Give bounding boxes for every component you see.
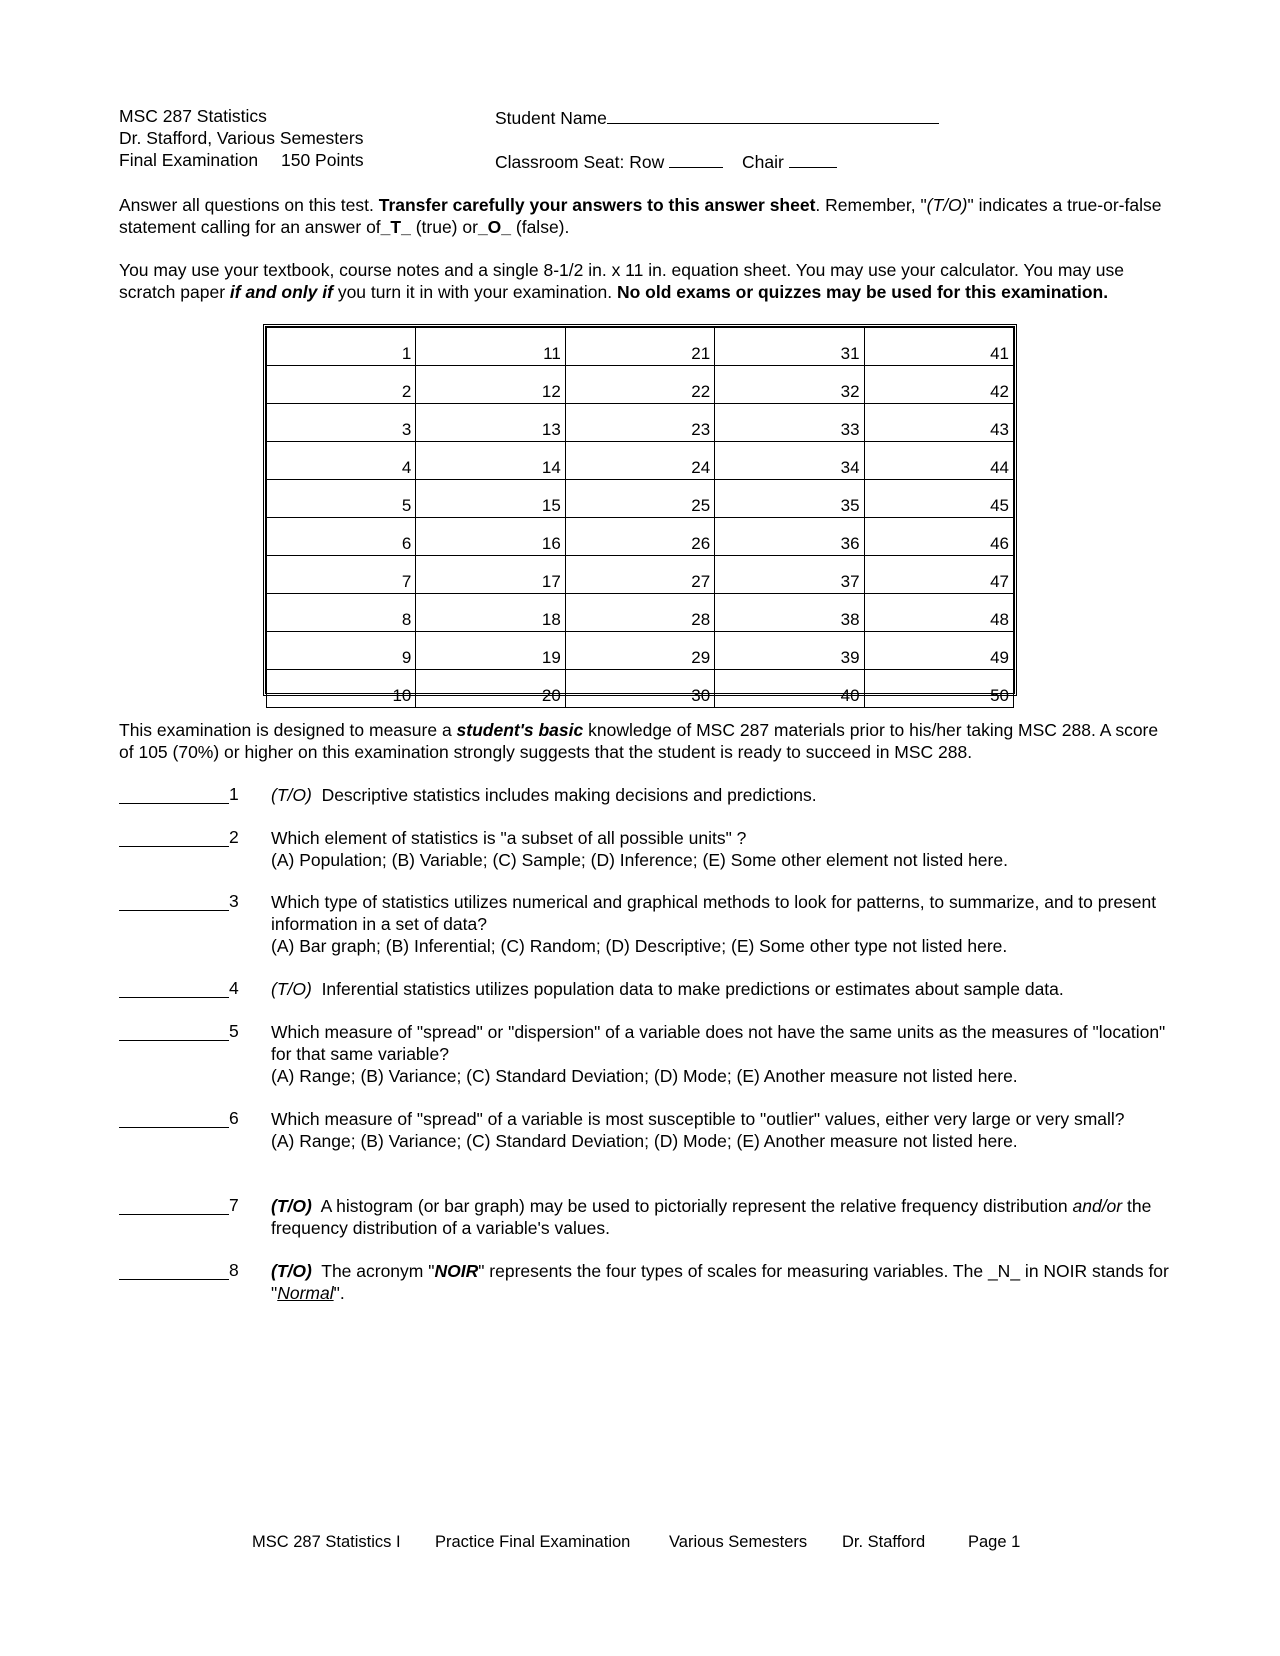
question-stem-a: A histogram (or bar graph) may be used to pictorially represent the relative frequency distribution xyxy=(320,1196,1073,1216)
question-stem-c: in NOIR stands for " xyxy=(271,1261,1169,1303)
exam-points: 150 Points xyxy=(280,150,364,170)
answer-blank[interactable] xyxy=(119,784,229,804)
instr-1b: Transfer carefully your answers to this answer sheet xyxy=(378,195,816,215)
answer-cell-34[interactable]: 34 xyxy=(715,442,864,480)
question-text xyxy=(271,827,1176,871)
instructions-paragraph-2 xyxy=(119,259,1169,303)
question-number: 8 xyxy=(229,1260,239,1280)
answer-cell-1[interactable]: 1 xyxy=(267,328,416,366)
answer-cell-40[interactable]: 40 xyxy=(715,670,864,708)
answer-blank[interactable] xyxy=(119,978,229,998)
answer-cell-7[interactable]: 7 xyxy=(267,556,416,594)
answer-cell-43[interactable]: 43 xyxy=(864,404,1013,442)
instr-2a: You may use your textbook, course notes and a single 8-1/2 in. x 11 in. equation sheet. You may use your calculator. You may use scratch paper xyxy=(119,260,1124,302)
answer-cell-32[interactable]: 32 xyxy=(715,366,864,404)
answer-cell-31[interactable]: 31 xyxy=(715,328,864,366)
question-number: 4 xyxy=(229,978,239,998)
student-name-label: Student Name xyxy=(495,108,607,128)
answer-cell-35[interactable]: 35 xyxy=(715,480,864,518)
question-stem: Which measure of "spread" or "dispersion" of a variable does not have the same units as the measures of "location" for that same variable? xyxy=(271,1022,1166,1064)
answer-blank[interactable] xyxy=(119,891,229,911)
exam-title: Final Examination xyxy=(119,150,259,170)
answer-cell-45[interactable]: 45 xyxy=(864,480,1013,518)
answer-cell-25[interactable]: 25 xyxy=(565,480,714,518)
answer-cell-15[interactable]: 15 xyxy=(416,480,565,518)
answer-cell-2[interactable]: 2 xyxy=(267,366,416,404)
question-number: 1 xyxy=(229,784,239,804)
exam-line xyxy=(119,150,364,171)
answer-cell-3[interactable]: 3 xyxy=(267,404,416,442)
answer-cell-23[interactable]: 23 xyxy=(565,404,714,442)
question-stem-b: and/or xyxy=(1072,1196,1123,1216)
answer-grid-row xyxy=(267,480,1014,518)
answer-cell-13[interactable]: 13 xyxy=(416,404,565,442)
intro-paragraph xyxy=(119,719,1169,763)
answer-cell-37[interactable]: 37 xyxy=(715,556,864,594)
answer-blank[interactable] xyxy=(119,1260,229,1280)
answer-sheet-grid xyxy=(263,324,1017,705)
answer-grid-row xyxy=(267,632,1014,670)
question-options: (A) Bar graph; (B) Inferential; (C) Random; (D) Descriptive; (E) Some other type not listed here. xyxy=(271,936,1008,956)
footer-title: Practice Final Examination xyxy=(435,1533,631,1551)
question-text xyxy=(271,978,1176,1000)
answer-cell-6[interactable]: 6 xyxy=(267,518,416,556)
question-number: 5 xyxy=(229,1021,239,1041)
course-title: MSC 287 Statistics xyxy=(119,106,267,126)
footer-semesters: Various Semesters xyxy=(669,1533,808,1551)
question-number: 6 xyxy=(229,1108,239,1128)
question-text xyxy=(271,784,1176,806)
instr-1c: . Remember, " xyxy=(815,195,927,215)
noir-n-marker: _N_ xyxy=(987,1261,1021,1281)
question-stem: Descriptive statistics includes making decisions and predictions. xyxy=(321,785,817,805)
instr-2d: No old exams or quizzes may be used for this examination. xyxy=(616,282,1109,302)
answer-cell-8[interactable]: 8 xyxy=(267,594,416,632)
answer-cell-9[interactable]: 9 xyxy=(267,632,416,670)
question-stem-c: the frequency distribution of a variable's values. xyxy=(271,1196,1152,1238)
answer-cell-44[interactable]: 44 xyxy=(864,442,1013,480)
answer-cell-10[interactable]: 10 xyxy=(267,670,416,708)
question-stem: Inferential statistics utilizes population data to make predictions or estimates about sample data. xyxy=(321,979,1064,999)
question-stem-d: ". xyxy=(333,1283,345,1303)
instructions-paragraph-1 xyxy=(119,194,1169,238)
answer-cell-11[interactable]: 11 xyxy=(416,328,565,366)
question-number: 7 xyxy=(229,1195,239,1215)
answer-blank[interactable] xyxy=(119,1021,229,1041)
answer-cell-38[interactable]: 38 xyxy=(715,594,864,632)
question-number: 3 xyxy=(229,891,239,911)
instructor-line: Dr. Stafford, Various Semesters xyxy=(119,128,364,148)
question-stem: Which element of statistics is "a subset of all possible units" ? xyxy=(271,828,747,848)
answer-grid-row xyxy=(267,442,1014,480)
instr-2c: you turn it in with your examination. xyxy=(332,282,617,302)
instr-1e: " indicates a true-or-false statement calling for an answer of xyxy=(119,195,1162,237)
answer-grid-row xyxy=(267,518,1014,556)
answer-cell-50[interactable]: 50 xyxy=(864,670,1013,708)
answer-cell-24[interactable]: 24 xyxy=(565,442,714,480)
answer-cell-19[interactable]: 19 xyxy=(416,632,565,670)
answer-grid-row xyxy=(267,328,1014,366)
tf-tag: (T/O) xyxy=(271,1261,312,1281)
answer-cell-18[interactable]: 18 xyxy=(416,594,565,632)
question-text xyxy=(271,1260,1176,1304)
tf-tag: (T/O) xyxy=(271,785,312,805)
answer-cell-42[interactable]: 42 xyxy=(864,366,1013,404)
answer-cell-39[interactable]: 39 xyxy=(715,632,864,670)
instr-1d: (T/O) xyxy=(926,195,968,215)
answer-cell-17[interactable]: 17 xyxy=(416,556,565,594)
answer-cell-48[interactable]: 48 xyxy=(864,594,1013,632)
noir-term: NOIR xyxy=(434,1261,479,1281)
question-stem-a: The acronym " xyxy=(321,1261,435,1281)
answer-blank[interactable] xyxy=(119,1195,229,1215)
seat-chair-field[interactable] xyxy=(789,150,837,168)
answer-cell-46[interactable]: 46 xyxy=(864,518,1013,556)
answer-grid-row xyxy=(267,556,1014,594)
question-text xyxy=(271,1021,1176,1087)
seat-chair-label: Chair xyxy=(741,152,784,172)
answer-cell-47[interactable]: 47 xyxy=(864,556,1013,594)
seat-line xyxy=(495,150,837,173)
question-number: 2 xyxy=(229,827,239,847)
answer-cell-33[interactable]: 33 xyxy=(715,404,864,442)
answer-cell-41[interactable]: 41 xyxy=(864,328,1013,366)
instr-1g: (false). xyxy=(511,217,570,237)
instr-false-marker: _O_ xyxy=(477,217,512,237)
intro-b: student's basic xyxy=(456,720,584,740)
answer-grid-row xyxy=(267,594,1014,632)
tf-tag: (T/O) xyxy=(271,979,312,999)
intro-c: knowledge of MSC 287 materials prior to his/her taking MSC 288. A score of 105 (70%) or higher on this examination strongly suggests that the student is ready to succeed in MSC 288. xyxy=(119,720,1159,762)
question-options: (A) Range; (B) Variance; (C) Standard Deviation; (D) Mode; (E) Another measure not listed here. xyxy=(271,1066,1018,1086)
answer-cell-36[interactable]: 36 xyxy=(715,518,864,556)
answer-grid-row xyxy=(267,366,1014,404)
answer-blank[interactable] xyxy=(119,1108,229,1128)
answer-cell-4[interactable]: 4 xyxy=(267,442,416,480)
question-options: (A) Range; (B) Variance; (C) Standard Deviation; (D) Mode; (E) Another measure not listed here. xyxy=(271,1131,1018,1151)
question-options: (A) Population; (B) Variable; (C) Sample; (D) Inference; (E) Some other element not listed here. xyxy=(271,850,1008,870)
instr-1a: Answer all questions on this test. xyxy=(119,195,379,215)
student-name-field[interactable] xyxy=(607,106,939,124)
answer-cell-27[interactable]: 27 xyxy=(565,556,714,594)
answer-cell-49[interactable]: 49 xyxy=(864,632,1013,670)
question-text xyxy=(271,1108,1176,1152)
instr-2b: if and only if xyxy=(229,282,333,302)
footer-course: MSC 287 Statistics I xyxy=(252,1533,401,1551)
tf-tag: (T/O) xyxy=(271,1196,312,1216)
question-stem: Which measure of "spread" of a variable is most susceptible to "outlier" values, either very large or very small? xyxy=(271,1109,1125,1129)
instr-1f: (true) or xyxy=(410,217,478,237)
answer-grid-row xyxy=(267,404,1014,442)
answer-cell-21[interactable]: 21 xyxy=(565,328,714,366)
answer-cell-14[interactable]: 14 xyxy=(416,442,565,480)
normal-term: Normal xyxy=(277,1283,334,1303)
answer-cell-26[interactable]: 26 xyxy=(565,518,714,556)
seat-row-field[interactable] xyxy=(669,150,723,168)
answer-cell-20[interactable]: 20 xyxy=(416,670,565,708)
answer-cell-22[interactable]: 22 xyxy=(565,366,714,404)
footer-page: Page 1 xyxy=(968,1533,1021,1551)
instr-true-marker: _T_ xyxy=(380,217,411,237)
footer-instructor: Dr. Stafford xyxy=(842,1533,926,1551)
question-stem-b: " represents the four types of scales for measuring variables. The xyxy=(478,1261,988,1281)
answer-grid-row xyxy=(267,670,1014,708)
question-text xyxy=(271,891,1176,957)
question-text xyxy=(271,1195,1176,1239)
answer-cell-16[interactable]: 16 xyxy=(416,518,565,556)
question-stem: Which type of statistics utilizes numerical and graphical methods to look for patterns, to summarize, and to present information in a set of data? xyxy=(271,892,1157,934)
answer-cell-28[interactable]: 28 xyxy=(565,594,714,632)
seat-row-label: Classroom Seat: Row xyxy=(495,152,665,172)
answer-cell-30[interactable]: 30 xyxy=(565,670,714,708)
answer-cell-29[interactable]: 29 xyxy=(565,632,714,670)
student-name-line xyxy=(495,106,939,129)
answer-blank[interactable] xyxy=(119,827,229,847)
intro-a: This examination is designed to measure a xyxy=(119,720,457,740)
answer-cell-5[interactable]: 5 xyxy=(267,480,416,518)
answer-sheet-table xyxy=(266,327,1014,708)
answer-cell-12[interactable]: 12 xyxy=(416,366,565,404)
